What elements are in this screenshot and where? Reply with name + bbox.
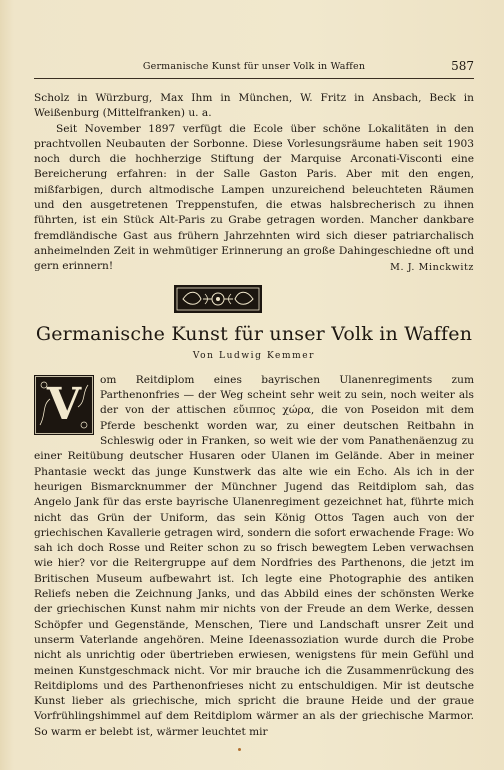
drop-cap (34, 375, 94, 435)
previous-article-end (34, 91, 474, 275)
running-title: Germanische Kunst für unser Volk in Waffen (142, 61, 366, 72)
author-signature: M. J. Minckwitz (390, 261, 474, 273)
paragraph: Seit November 1897 verfügt die Ecole über schöne Lokalitäten in den prachtvollen Neubauten der Sorbonne. Diese Vorlesungsräume haben seit 1903 noch durch die hochherzige Stiftung der Marquise Arconati-Visconti eine Bereicherung erfahren: in der Salle Gaston Paris. Aber mit den engen, mißfarbigen, durch altmodische Lampen unzureichend beleuchteten Räumen und den ausgetretenen Treppenstufen, die etwas halsbrecherisch zu ihnen führten, ist ein Stück Alt-Paris zu Grabe getragen worden. Mancher dankbare fremdländische Gast aus frühern Jahrzehnten wird sich dieser patriarchalisch anheimelnden Zeit in wehmütiger Erinnerung an große Dahingeschiedne oft und gern erinnern! (34, 122, 474, 273)
ornament-divider (34, 283, 474, 317)
running-head (34, 58, 474, 79)
article-byline: Von Ludwig Kemmer (192, 350, 316, 361)
page-number: 587 (451, 59, 474, 73)
paragraph: Scholz in Würzburg, Max Ihm in München, W. Fritz in Ansbach, Beck in Weißenburg (Mittelfranken) u. a. (34, 92, 474, 120)
paragraph: om Reitdiplom eines bayrischen Ulanenregiments zum Parthenonfries — der Weg scheint sehr weit zu sein, noch weiter als der von der attischen εὔιππος χώρα, die von Poseidon mit dem Pferde beschenkt worden war, zu einer deutschen Reitbahn in Schleswig oder in Franken, so weit wie der vom Panathenäenzug zu einer Reitübung deutscher Husaren oder Ulanen im Gelände. Aber in meiner Phantasie weckt das junge Kunstwerk das alte wie ein Echo. Als ich in der heurigen Bismarcknummer der Münchner Jugend das Reitdiplom sah, das Angelo Jank für das erste bayrische Ulanenregiment gezeichnet hat, führte mich nicht das Grün der Uniform, das sein König Ottos Tagen auch von der griechischen Kavallerie getragen wird, sondern die sofort erwachende Frage: Wo sah ich doch Rosse und Reiter schon zu so frisch bewegtem Leben verwachsen wie hier? vor die Reitergruppe auf dem Nordfries des Parthenons, die jetzt im Britischen Museum aufbewahrt ist. Ich legte eine Photographie des antiken Reliefs neben die Zeichnung Janks, und das Abbild eines der schönsten Werke der griechischen Kunst nahm mir nichts von der Freude an dem Werke, dessen Schöpfer und Gegenstände, Menschen, Tiere und Landschaft unsrer Zeit und unserm Vaterlande angehören. Meine Ideenassoziation wurde durch die Probe nicht als unrichtig oder übertrieben erwiesen, wenigstens für mein Gefühl und meinen Kunstgeschmack nicht. Vor mir brauche ich die Zusammenrückung des Reitdiploms und des Parthenonfrieses nicht zu entschuldigen. Mir ist deutsche Kunst lieber als griechische, mich spricht die braune Heide und der graue Vorfrühlingshimmel auf dem Reitdiplom wärmer an als der griechische Marmor. So warm er belebt ist, wärmer leuchtet mir (34, 373, 474, 738)
page-content (34, 58, 474, 740)
article-title: Germanische Kunst für unser Volk in Waffen (35, 322, 473, 345)
page-mark (238, 748, 241, 751)
vignette-icon (174, 285, 262, 313)
article-body (34, 373, 474, 740)
drop-cap-letter: V (46, 378, 82, 430)
